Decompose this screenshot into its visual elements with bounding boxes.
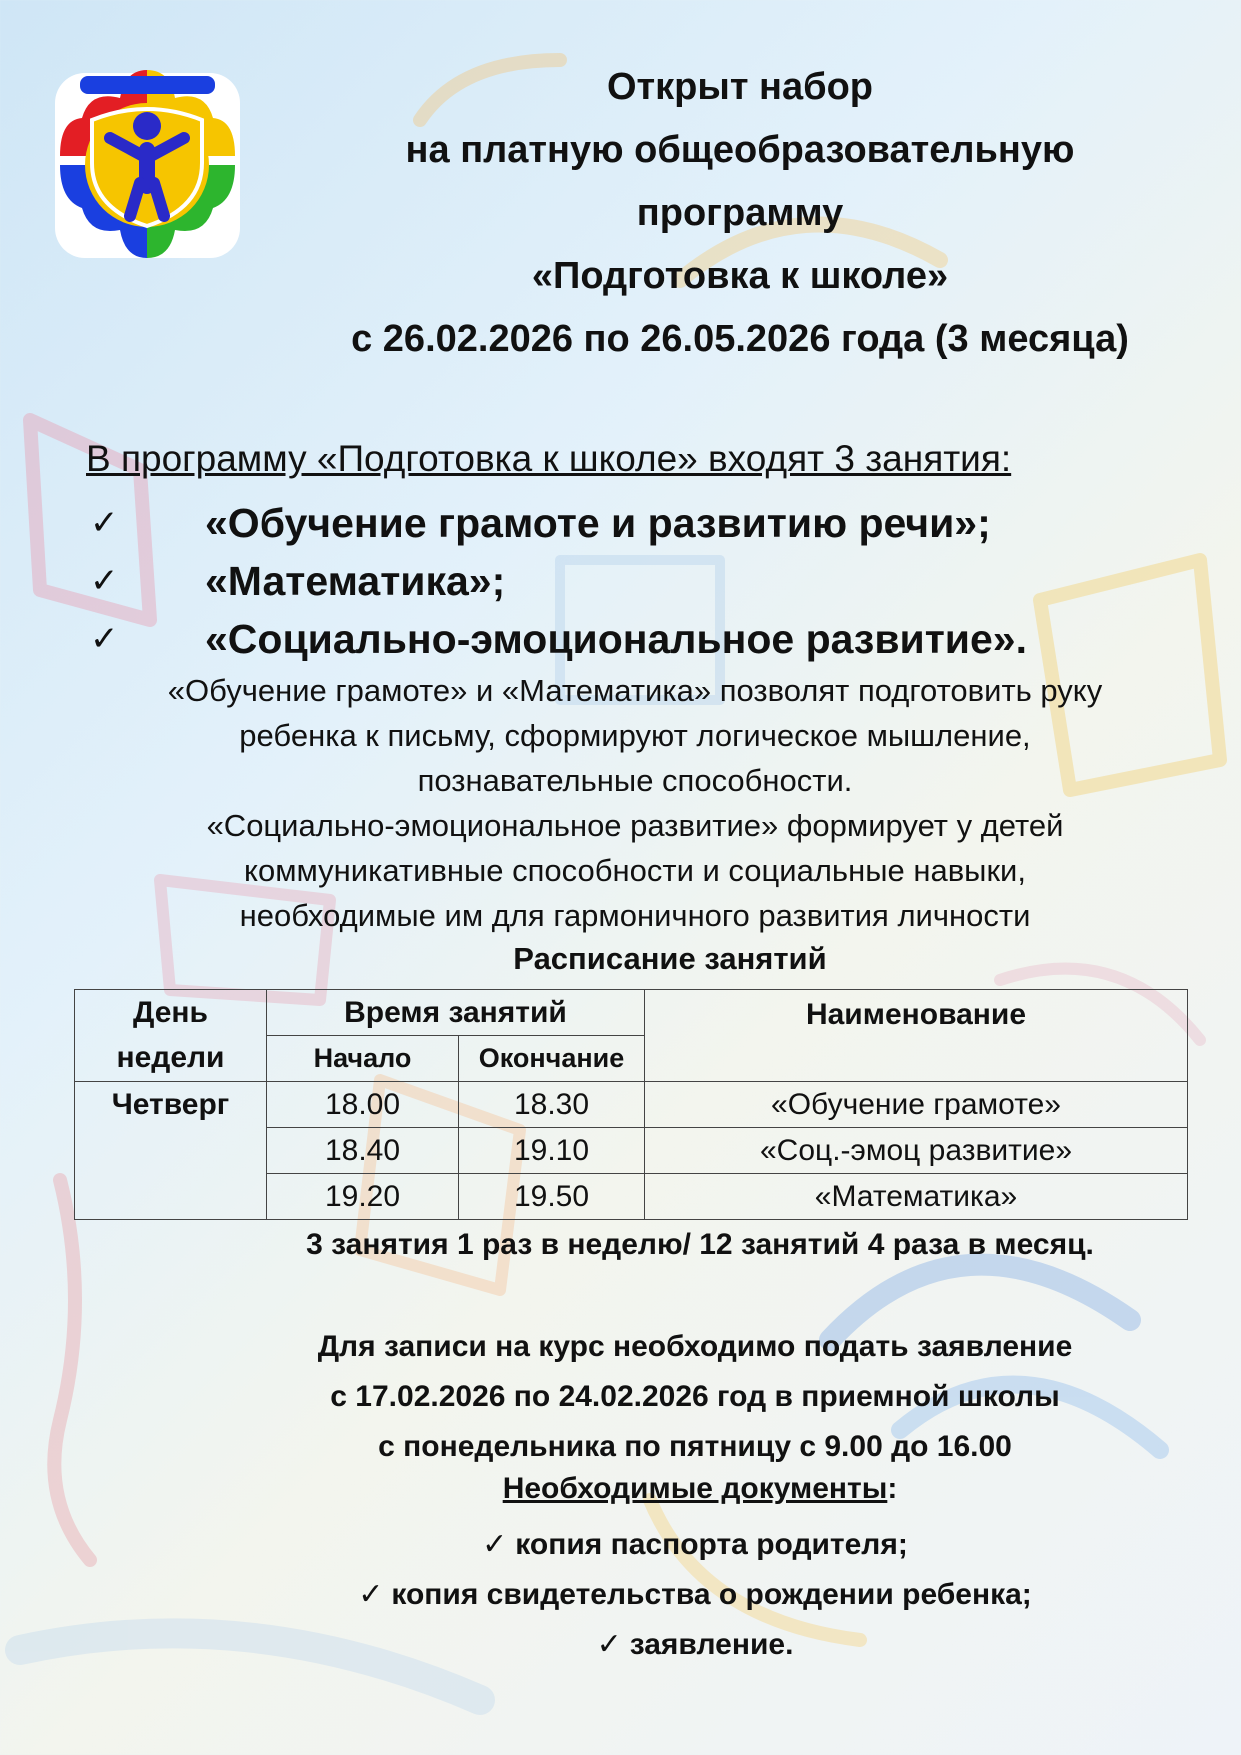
- check-icon: ✓: [482, 1528, 508, 1561]
- lesson-name-cell: «Соц.-эмоц развитие»: [645, 1128, 1188, 1174]
- schedule-table: [74, 989, 1188, 1220]
- description-paragraph-1: [80, 668, 1190, 803]
- description-line: «Обучение грамоте» и «Математика» позволят подготовить руку: [167, 673, 1103, 708]
- description-line: «Социально-эмоциональное развитие» формирует у детей: [206, 808, 1064, 843]
- documents-title-colon: :: [887, 1472, 898, 1505]
- check-icon: ✓: [358, 1578, 384, 1611]
- check-icon: ✓: [90, 562, 119, 600]
- end-column-header: Окончание: [459, 1036, 645, 1082]
- child-emblem-icon: [55, 70, 240, 258]
- school-logo: [40, 58, 255, 273]
- list-item: [90, 552, 1190, 610]
- list-item: [0, 1520, 1241, 1570]
- program-item-text: «Социально-эмоциональное развитие».: [205, 616, 1028, 662]
- end-time-cell: 19.10: [459, 1128, 645, 1174]
- day-header-line: День: [133, 996, 208, 1029]
- start-column-header: Начало: [267, 1036, 459, 1082]
- enrollment-line: с 17.02.2026 по 24.02.2026 год в приемной школы: [330, 1380, 1060, 1413]
- list-item: [0, 1620, 1241, 1670]
- schedule-title: Расписание занятий: [513, 941, 827, 976]
- list-item: [0, 1570, 1241, 1620]
- enrollment-info: [0, 1322, 1241, 1472]
- day-header-line: недели: [116, 1041, 225, 1074]
- documents-title-text: Необходимые документы: [502, 1472, 888, 1505]
- list-item: [90, 610, 1190, 668]
- program-item-text: «Математика»;: [205, 558, 506, 604]
- documents-title: [0, 1472, 1241, 1506]
- header-line-3: программу: [636, 192, 844, 234]
- document-item-text: копия паспорта родителя;: [515, 1528, 908, 1561]
- header-line-1: Открыт набор: [607, 66, 873, 108]
- description-line: познавательные способности.: [417, 763, 853, 798]
- day-cell: Четверг: [75, 1082, 267, 1220]
- description-paragraph-2: [80, 803, 1190, 938]
- document-item-text: копия свидетельства о рождении ребенка;: [391, 1578, 1032, 1611]
- enrollment-line: с понедельника по пятницу с 9.00 до 16.00: [378, 1430, 1012, 1463]
- start-time-cell: 18.40: [267, 1128, 459, 1174]
- table-row: [75, 1082, 1188, 1128]
- lesson-frequency-summary: 3 занятия 1 раз в неделю/ 12 занятий 4 раза в месяц.: [306, 1228, 1094, 1261]
- header-line-4: «Подготовка к школе»: [531, 255, 949, 297]
- announcement-header: [280, 56, 1200, 371]
- header-line-2: на платную общеобразовательную: [405, 129, 1075, 171]
- start-time-cell: 18.00: [267, 1082, 459, 1128]
- day-column-header: [75, 990, 267, 1082]
- program-item-text: «Обучение грамоте и развитию речи»;: [205, 500, 991, 546]
- header-line-5: с 26.02.2026 по 26.05.2026 года (3 месяца): [351, 318, 1129, 360]
- enrollment-line: Для записи на курс необходимо подать заявление: [317, 1330, 1073, 1363]
- description-line: коммуникативные способности и социальные навыки,: [244, 853, 1026, 888]
- description-line: необходимые им для гармоничного развития личности: [239, 898, 1031, 933]
- check-icon: ✓: [90, 504, 119, 542]
- end-time-cell: 19.50: [459, 1174, 645, 1220]
- end-time-cell: 18.30: [459, 1082, 645, 1128]
- description-line: ребенка к письму, сформируют логическое мышление,: [239, 718, 1031, 753]
- lesson-name-cell: «Обучение грамоте»: [645, 1082, 1188, 1128]
- time-column-header: Время занятий: [267, 990, 645, 1036]
- lesson-name-cell: «Математика»: [645, 1174, 1188, 1220]
- list-item: [90, 494, 1190, 552]
- document-item-text: заявление.: [629, 1628, 794, 1661]
- name-column-header: Наименование: [645, 990, 1188, 1082]
- start-time-cell: 19.20: [267, 1174, 459, 1220]
- program-intro: В программу «Подготовка к школе» входят 3 занятия:: [86, 438, 1012, 479]
- program-subject-list: [90, 494, 1190, 668]
- documents-list: [0, 1520, 1241, 1670]
- check-icon: ✓: [596, 1628, 622, 1661]
- table-header-row: [75, 990, 1188, 1036]
- check-icon: ✓: [90, 620, 119, 658]
